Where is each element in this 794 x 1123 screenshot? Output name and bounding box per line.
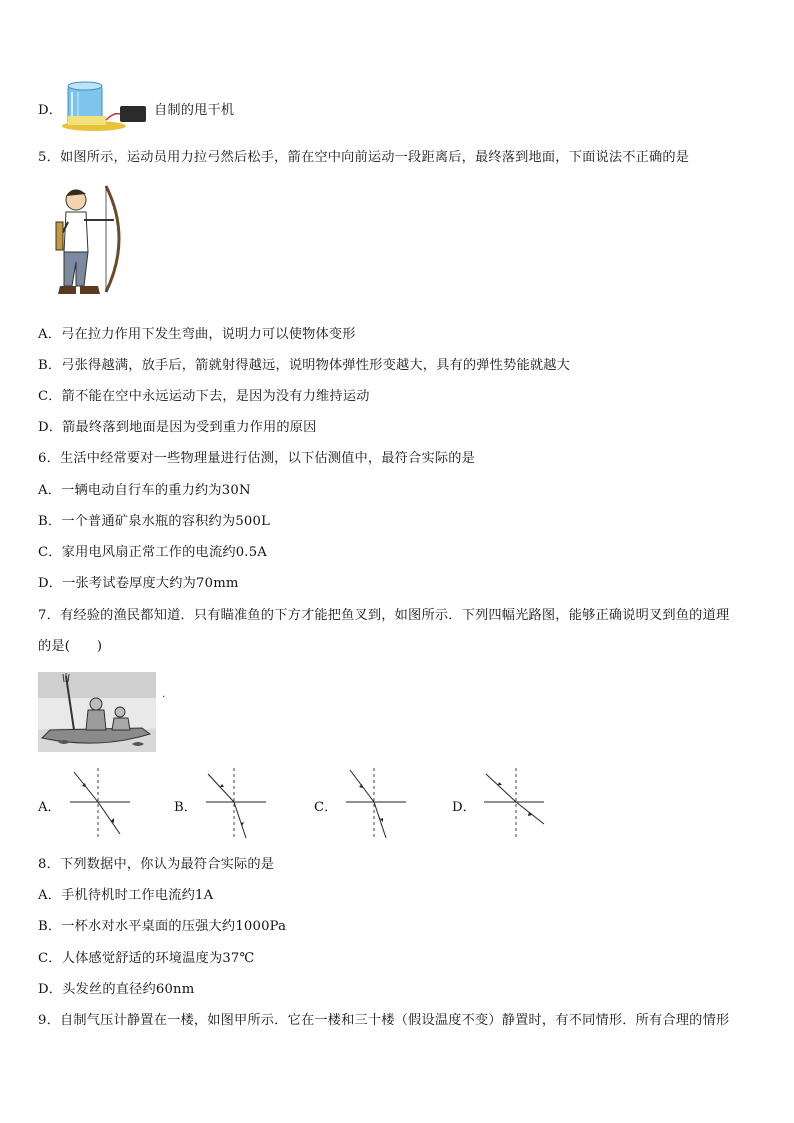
q7-stem-line1: 7．有经验的渔民都知道．只有瞄准鱼的下方才能把鱼叉到，如图所示．下列四幅光路图，能够正确说明叉到鱼的道理 [38, 608, 730, 623]
q6-option-b: B．一个普通矿泉水瓶的容积约为500L [38, 514, 271, 529]
q7-option-a-label: A． [38, 800, 61, 815]
q8-stem: 8．下列数据中，你认为最符合实际的是 [38, 857, 275, 872]
q5-stem: 5．如图所示，运动员用力拉弓然后松手，箭在空中向前运动一段距离后，最终落到地面，下面说法不正确的是 [38, 150, 690, 165]
q6-stem: 6．生活中经常要对一些物理量进行估测，以下估测值中，最符合实际的是 [38, 451, 475, 466]
q6-option-d: D．一张考试卷厚度大约为70mm [38, 576, 239, 591]
q7-option-d[interactable] [452, 766, 562, 842]
q9-stem: 9．自制气压计静置在一楼，如图甲所示．它在一楼和三十楼（假设温度不变）静置时，有不同情形．所有合理的情形 [38, 1013, 730, 1028]
q7-option-d-label: D． [452, 800, 476, 815]
light-path-diagram-b [204, 766, 270, 842]
archer-image [54, 182, 126, 300]
q8-option-b: B．一杯水对水平桌面的压强大约1000Pa [38, 919, 287, 934]
figure-dot: . [162, 689, 166, 700]
light-path-diagram-c [344, 766, 410, 842]
light-path-diagram-a [68, 766, 134, 842]
q8-option-c: C．人体感觉舒适的环境温度为37℃ [38, 951, 255, 966]
fisherman-image [38, 672, 156, 752]
q7-option-b[interactable] [174, 766, 274, 842]
spin-dryer-image [60, 76, 152, 132]
option-d-text: 自制的甩干机 [154, 103, 235, 118]
q7-options-row [38, 766, 598, 842]
q5-option-c: C．箭不能在空中永远运动下去，是因为没有力维持运动 [38, 389, 370, 404]
q7-option-b-label: B． [174, 800, 197, 815]
q7-option-a[interactable] [38, 766, 138, 842]
q6-option-a: A．一辆电动自行车的重力约为30N [38, 483, 251, 498]
q8-option-d: D．头发丝的直径约60nm [38, 982, 195, 997]
q5-option-a: A．弓在拉力作用下发生弯曲，说明力可以使物体变形 [38, 327, 356, 342]
q5-option-b: B．弓张得越满，放手后，箭就射得越远，说明物体弹性形变越大，具有的弹性势能就越大 [38, 358, 570, 373]
q7-option-c[interactable] [314, 766, 414, 842]
q6-option-c: C．家用电风扇正常工作的电流约0.5A [38, 545, 268, 560]
q7-stem-line2: 的是( ) [38, 639, 103, 654]
q5-option-d: D．箭最终落到地面是因为受到重力作用的原因 [38, 420, 317, 435]
q8-option-a: A．手机待机时工作电流约1A [38, 888, 214, 903]
light-path-diagram-d [482, 766, 548, 842]
q7-option-c-label: C． [314, 800, 338, 815]
option-d-letter: D． [38, 103, 63, 118]
